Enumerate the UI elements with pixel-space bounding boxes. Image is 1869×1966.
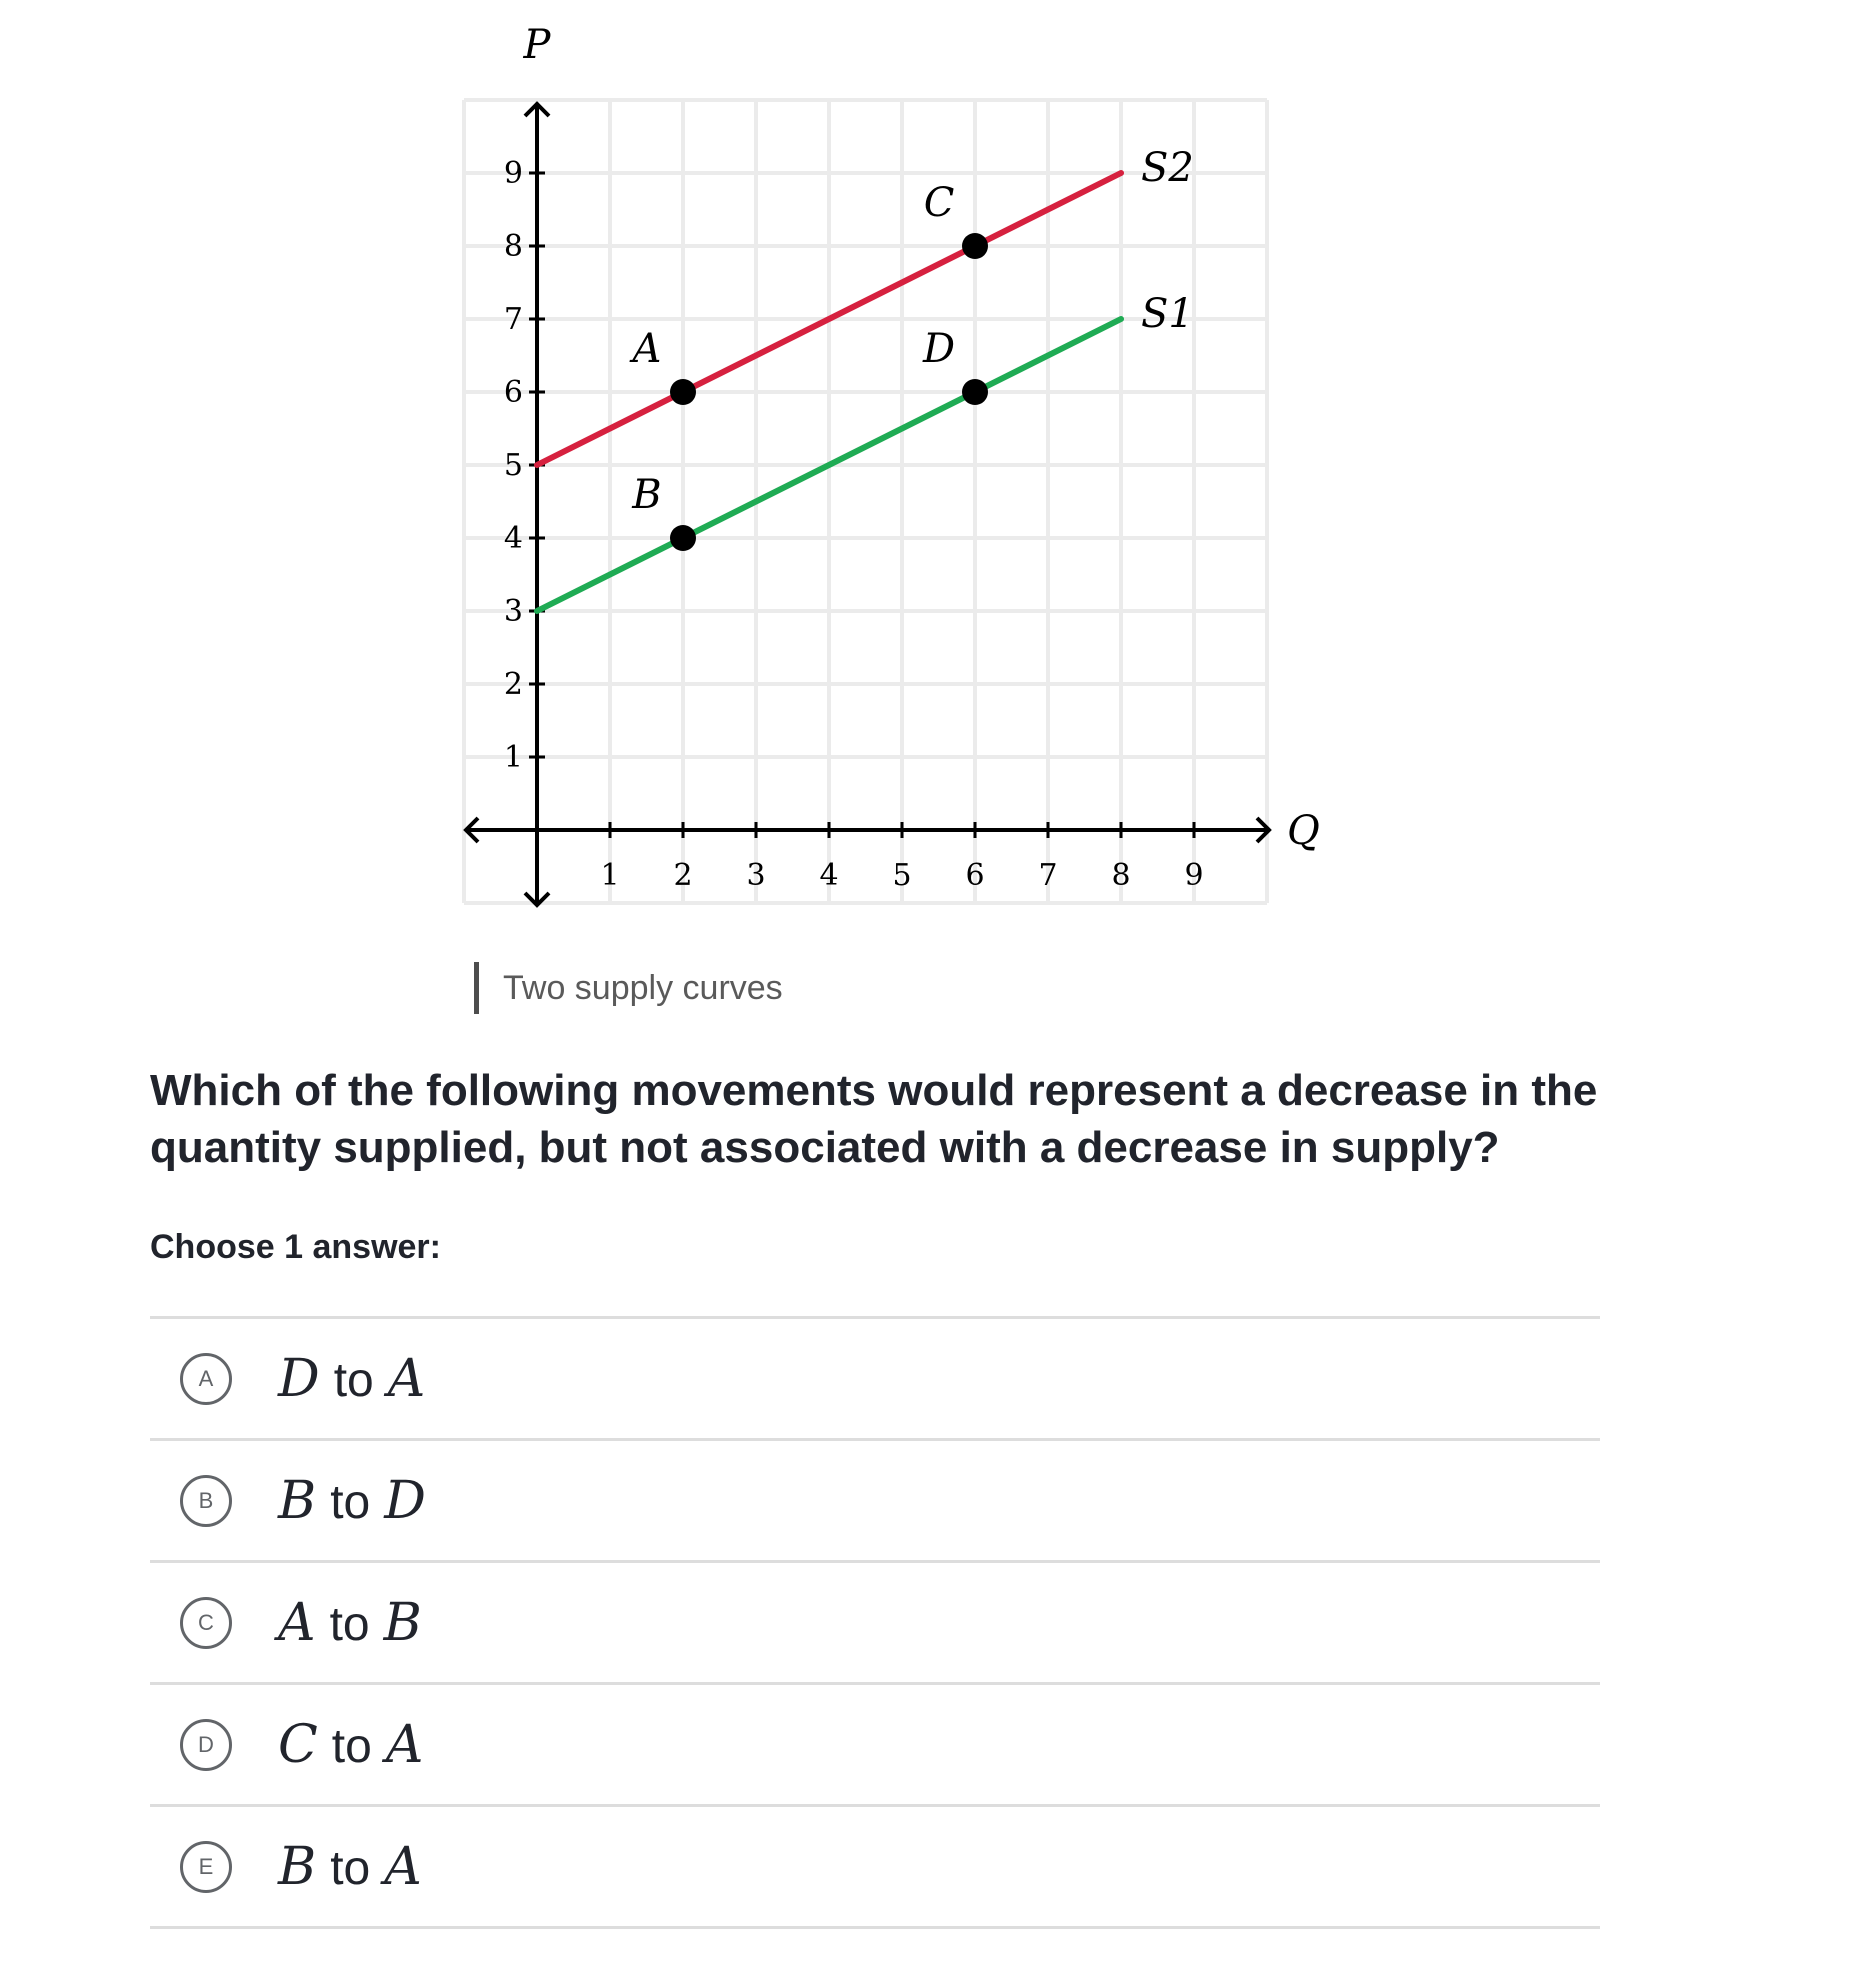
x-tick-label: 4 (819, 858, 839, 893)
choice-text-a (278, 1349, 425, 1409)
y-tick-label: 8 (503, 229, 523, 264)
choice-e-to: A (384, 1836, 422, 1897)
choice-d-to: A (385, 1714, 424, 1775)
point-d (962, 379, 988, 405)
y-tick-label: 6 (503, 375, 523, 410)
answer-choice-e[interactable] (150, 1807, 1600, 1929)
choice-text-c (278, 1593, 422, 1653)
choice-c-from: A (278, 1592, 316, 1653)
choice-text-b (278, 1471, 426, 1531)
answer-choice-b[interactable] (150, 1441, 1600, 1563)
point-c (962, 233, 988, 259)
figure-caption: Two supply curves (474, 962, 783, 1014)
choice-letter-d[interactable]: D (180, 1719, 232, 1771)
choice-d-connector: to (331, 1719, 372, 1773)
x-tick-label: 8 (1111, 858, 1131, 893)
choice-a-to: A (387, 1348, 426, 1409)
x-tick-label: 5 (892, 858, 912, 893)
y-axis-title: P (523, 22, 551, 68)
choice-letter-b[interactable]: B (180, 1475, 232, 1527)
question-text: Which of the following movements would represent a decrease in the quantity supplied, but not associated with a decrease in supply? (150, 1066, 1598, 1172)
answer-choices (150, 1316, 1600, 1929)
choice-c-connector: to (329, 1597, 370, 1651)
point-b (670, 525, 696, 551)
x-tick-label: 3 (746, 858, 766, 893)
choice-e-connector: to (330, 1841, 371, 1895)
series-label-s2: S2 (1141, 145, 1194, 191)
point-label-d: D (922, 326, 956, 372)
x-tick-label: 1 (600, 858, 620, 893)
choice-b-to: D (384, 1470, 426, 1531)
choice-c-to: B (383, 1592, 422, 1653)
choose-answer-label: Choose 1 answer: (150, 1228, 441, 1266)
chart-series (537, 145, 1194, 611)
choice-b-connector: to (330, 1475, 371, 1529)
chart-grid (464, 100, 1267, 903)
x-axis-title: Q (1287, 808, 1320, 854)
y-tick-label: 9 (503, 156, 523, 191)
choice-d-from: C (278, 1714, 318, 1775)
y-tick-label: 7 (503, 302, 523, 337)
answer-choice-c[interactable] (150, 1563, 1600, 1685)
y-tick-label: 4 (503, 521, 523, 556)
answer-choice-d[interactable] (150, 1685, 1600, 1807)
answer-choice-a[interactable] (150, 1319, 1600, 1441)
y-tick-label: 3 (503, 594, 523, 629)
point-label-a: A (632, 326, 662, 372)
series-label-s1: S1 (1141, 291, 1194, 337)
supply-curves-chart (420, 0, 1380, 930)
y-tick-label: 2 (503, 667, 523, 702)
x-tick-label: 2 (673, 858, 693, 893)
choice-e-from: B (278, 1836, 317, 1897)
choice-letter-c[interactable]: C (180, 1597, 232, 1649)
point-label-c: C (923, 180, 955, 226)
choice-text-e (278, 1837, 422, 1897)
x-tick-label: 6 (965, 858, 985, 893)
x-tick-label: 7 (1038, 858, 1058, 893)
y-tick-label: 1 (503, 740, 523, 775)
choice-letter-a[interactable]: A (180, 1353, 232, 1405)
x-tick-label: 9 (1184, 858, 1204, 893)
choice-letter-e[interactable]: E (180, 1841, 232, 1893)
choice-a-from: D (278, 1348, 320, 1409)
y-tick-label: 5 (503, 448, 523, 483)
choice-text-d (278, 1715, 423, 1775)
point-label-b: B (632, 472, 662, 518)
choice-a-connector: to (333, 1353, 374, 1407)
choice-b-from: B (278, 1470, 317, 1531)
supply-curves-figure (420, 0, 1380, 930)
point-a (670, 379, 696, 405)
